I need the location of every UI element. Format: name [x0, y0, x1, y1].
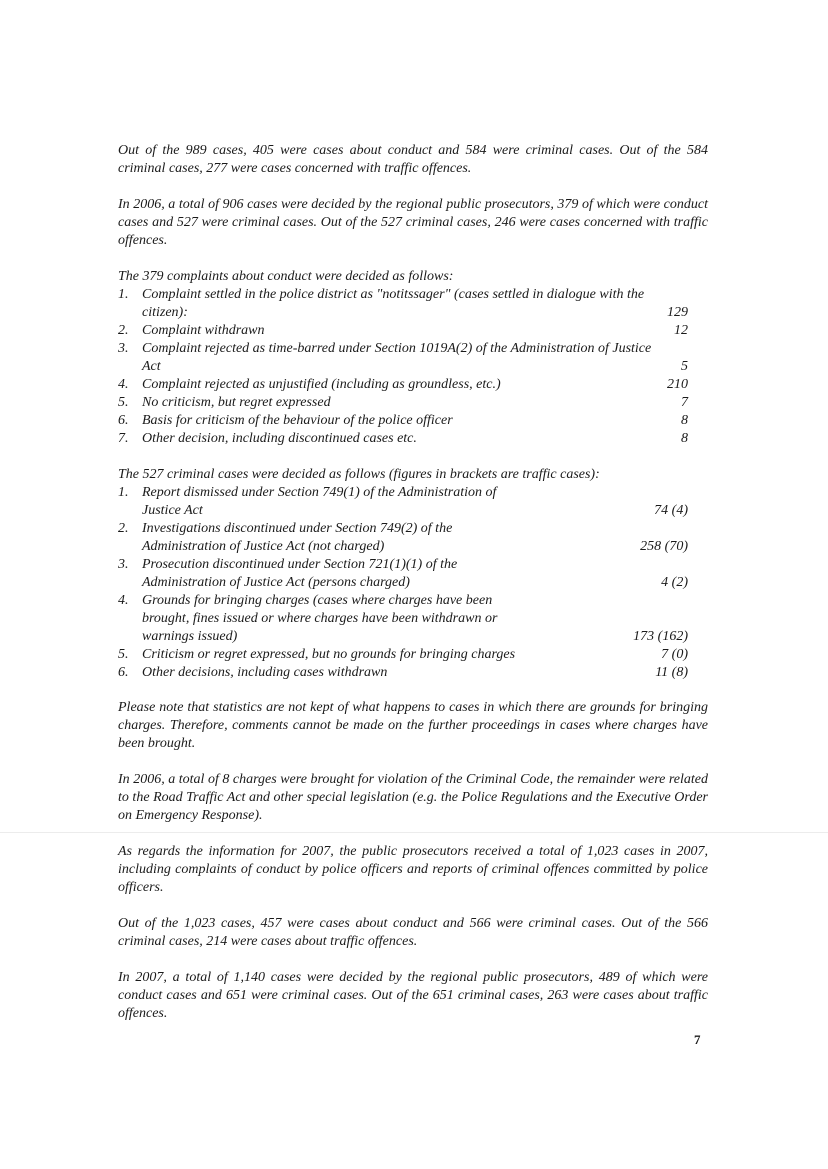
paragraph-7: As regards the information for 2007, the public prosecutors received a total of 1,023 cases in 2007, including complaints of conduct by police officers and reports of criminal offences committed by police officers.	[118, 844, 708, 895]
item-number: 7.	[118, 431, 129, 446]
item-number: 5.	[118, 395, 129, 410]
list-item	[118, 646, 688, 664]
item-value: 8	[681, 413, 688, 428]
item-text: Complaint rejected as unjustified (including as groundless, etc.)	[142, 377, 501, 392]
document-page	[118, 142, 708, 1023]
list-item	[118, 592, 688, 646]
paragraph-1: Out of the 989 cases, 405 were cases about conduct and 584 were criminal cases. Out of the 584 criminal cases, 277 were cases concerned with traffic offences.	[118, 143, 708, 176]
item-number: 6.	[118, 413, 129, 428]
item-text: Basis for criticism of the behaviour of the police officer	[142, 413, 453, 428]
item-value: 74 (4)	[654, 503, 688, 518]
item-text: Complaint settled in the police district as "notitssager" (cases settled in dialogue with the citizen):	[142, 287, 645, 320]
paragraph-9: In 2007, a total of 1,140 cases were decided by the regional public prosecutors, 489 of which were conduct cases and 651 were criminal cases. Out of the 651 criminal cases, 263 were cases about traffic offences.	[118, 970, 708, 1021]
item-number: 6.	[118, 665, 129, 680]
item-text: No criticism, but regret expressed	[142, 395, 331, 410]
paragraph-6: In 2006, a total of 8 charges were brought for violation of the Criminal Code, the remainder were related to the Road Traffic Act and other special legislation (e.g. the Police Regulations and the Executive Order on Emergency Response).	[118, 772, 708, 823]
list-item	[118, 430, 688, 448]
item-number: 2.	[118, 323, 129, 338]
list-item	[118, 412, 688, 430]
paragraph-8: Out of the 1,023 cases, 457 were cases about conduct and 566 were criminal cases. Out of the 566 criminal cases, 214 were cases about traffic offences.	[118, 916, 708, 949]
list-item	[118, 556, 688, 592]
item-text: Investigations discontinued under Section 749(2) of the Administration of Justice Act (not charged)	[142, 521, 453, 554]
page-number: 7	[694, 1032, 701, 1047]
item-value: 173 (162)	[633, 629, 688, 644]
item-value: 7	[681, 395, 688, 410]
item-value: 210	[667, 377, 688, 392]
list-item	[118, 520, 688, 556]
item-value: 7 (0)	[661, 647, 688, 662]
list-item	[118, 286, 688, 322]
item-value: 12	[674, 323, 688, 338]
item-number: 5.	[118, 647, 129, 662]
item-number: 1.	[118, 485, 129, 500]
list-item	[118, 664, 688, 682]
paragraph-5: Please note that statistics are not kept of what happens to cases in which there are grounds for bringing charges. Therefore, comments cannot be made on the further proceedings in cases where charges have been brought.	[118, 700, 708, 751]
item-value: 11 (8)	[655, 665, 688, 680]
item-number: 2.	[118, 521, 129, 536]
item-text: Other decision, including discontinued cases etc.	[142, 431, 417, 446]
item-number: 1.	[118, 287, 129, 302]
item-text: Other decisions, including cases withdrawn	[142, 665, 388, 680]
list-item	[118, 376, 688, 394]
criminal-decisions-list	[118, 484, 688, 682]
item-text: Report dismissed under Section 749(1) of the Administration of Justice Act	[142, 485, 497, 518]
paragraph-2: In 2006, a total of 906 cases were decided by the regional public prosecutors, 379 of which were conduct cases and 527 were criminal cases. Out of the 527 criminal cases, 246 were cases concerned with traffic offences.	[118, 197, 708, 248]
paragraph-3: The 379 complaints about conduct were decided as follows:	[118, 269, 454, 284]
item-text: Prosecution discontinued under Section 721(1)(1) of the Administration of Justice Act (persons charged)	[142, 557, 458, 590]
paragraph-4: The 527 criminal cases were decided as follows (figures in brackets are traffic cases):	[118, 467, 600, 482]
list-item	[118, 322, 688, 340]
item-value: 258 (70)	[640, 539, 688, 554]
item-text: Criticism or regret expressed, but no grounds for bringing charges	[142, 647, 516, 662]
item-number: 4.	[118, 593, 129, 608]
item-text: Grounds for bringing charges (cases where charges have been brought, fines issued or where charges have been withdrawn or warnings issued)	[142, 593, 498, 644]
item-number: 4.	[118, 377, 129, 392]
conduct-decisions-list	[118, 286, 688, 448]
item-value: 5	[681, 359, 688, 374]
item-value: 4 (2)	[661, 575, 688, 590]
item-value: 129	[667, 305, 688, 320]
list-item	[118, 394, 688, 412]
item-number: 3.	[118, 341, 129, 356]
item-value: 8	[681, 431, 688, 446]
list-item	[118, 484, 688, 520]
item-number: 3.	[118, 557, 129, 572]
item-text: Complaint rejected as time-barred under Section 1019A(2) of the Administration of Justice Act	[142, 341, 652, 374]
list-item	[118, 340, 688, 376]
item-text: Complaint withdrawn	[142, 323, 265, 338]
